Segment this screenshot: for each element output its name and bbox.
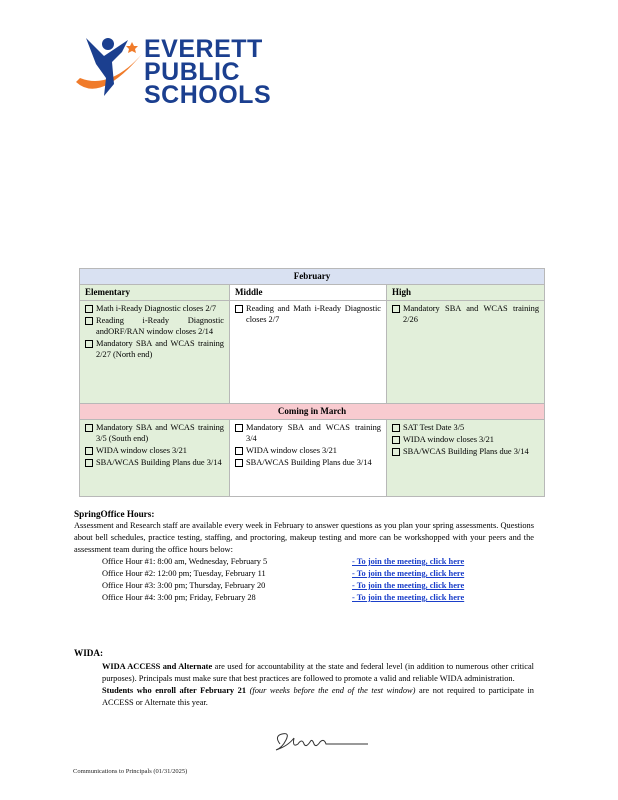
- checkbox-icon: [85, 317, 93, 325]
- checkbox-icon: [235, 447, 243, 455]
- checkbox-icon: [392, 424, 400, 432]
- checkbox-icon: [85, 447, 93, 455]
- checkbox-icon: [235, 305, 243, 313]
- meeting-link-1[interactable]: - To join the meeting, click here: [352, 557, 465, 566]
- everett-public-schools-logo: [70, 34, 272, 114]
- office-hour-1: Office Hour #1: 8:00 am, Wednesday, February 5 - To join the meeting, click here: [74, 556, 534, 568]
- list-item: Mandatory SBA and WCAS training 3/4: [235, 422, 381, 444]
- bullet-icon: [74, 592, 102, 604]
- meeting-link-4[interactable]: - To join the meeting, click here: [352, 593, 465, 602]
- list-item: SBA/WCAS Building Plans due 3/14: [392, 446, 539, 457]
- list-item: SBA/WCAS Building Plans due 3/14: [235, 457, 381, 468]
- list-item: WIDA window closes 3/21: [235, 445, 381, 456]
- bullet-icon: [74, 580, 102, 592]
- bullet-icon: [74, 685, 102, 709]
- spring-office-hours-title: SpringOffice Hours:: [74, 509, 155, 519]
- office-hour-4: Office Hour #4: 3:00 pm; Friday, February 28 - To join the meeting, click here: [74, 592, 534, 604]
- bullet-icon: [74, 661, 102, 685]
- assessment-calendar-table: [79, 268, 545, 497]
- list-item: SBA/WCAS Building Plans due 3/14: [85, 457, 224, 468]
- level-high: High: [387, 285, 545, 301]
- logo-figure-icon: [70, 34, 150, 114]
- list-item: Mandatory SBA and WCAS training 3/5 (South end): [85, 422, 224, 444]
- feb-high-cell: [387, 301, 545, 404]
- wida-title: WIDA:: [74, 648, 104, 658]
- meeting-link-3[interactable]: - To join the meeting, click here: [352, 581, 465, 590]
- feb-middle-cell: [230, 301, 387, 404]
- checkbox-icon: [392, 436, 400, 444]
- spring-office-hours-section: [74, 508, 534, 604]
- checkbox-icon: [392, 305, 400, 313]
- logo-line-1: EVERETT: [144, 35, 263, 63]
- list-item: Reading i-Ready Diagnostic andORF/RAN window closes 2/14: [85, 315, 224, 337]
- checkbox-icon: [85, 340, 93, 348]
- signature-icon: [268, 726, 378, 756]
- checkbox-icon: [235, 459, 243, 467]
- feb-elementary-cell: [80, 301, 230, 404]
- march-header: Coming in March: [80, 404, 545, 420]
- mar-middle-cell: [230, 420, 387, 497]
- bullet-icon: [74, 568, 102, 580]
- list-item: Math i-Ready Diagnostic closes 2/7: [85, 303, 224, 314]
- level-middle: Middle: [230, 285, 387, 301]
- checkbox-icon: [392, 448, 400, 456]
- logo-line-3: SCHOOLS: [144, 81, 272, 109]
- spring-office-hours-paragraph: Assessment and Research staff are available every week in February to answer questions as you plan your spring assessments. Questions about bell schedules, practice testing, staffing, and proctoring, makeup testing and more can be workshopped with your peers and the assessment team during the office hours below:: [74, 521, 534, 554]
- list-item: Mandatory SBA and WCAS training 2/27 (North end): [85, 338, 224, 360]
- checkbox-icon: [235, 424, 243, 432]
- wida-section: [74, 647, 534, 709]
- bullet-icon: [74, 556, 102, 568]
- wida-bullet-2: Students who enroll after February 21 (four weeks before the end of the test window) are not required to participate in ACCESS or Alternate this year.: [74, 685, 534, 709]
- list-item: WIDA window closes 3/21: [85, 445, 224, 456]
- office-hour-3: Office Hour #3: 3:00 pm; Thursday, February 20 - To join the meeting, click here: [74, 580, 534, 592]
- logo-line-2: PUBLIC: [144, 58, 241, 86]
- footer-text: Communications to Principals (01/31/2025): [73, 768, 188, 775]
- list-item: Mandatory SBA and WCAS training 2/26: [392, 303, 539, 325]
- checkbox-icon: [85, 459, 93, 467]
- checkbox-icon: [85, 424, 93, 432]
- mar-high-cell: [387, 420, 545, 497]
- checkbox-icon: [85, 305, 93, 313]
- mar-elementary-cell: [80, 420, 230, 497]
- office-hour-2: Office Hour #2: 12:00 pm; Tuesday, February 11 - To join the meeting, click here: [74, 568, 534, 580]
- february-header: February: [80, 269, 545, 285]
- wida-bullet-1: WIDA ACCESS and Alternate are used for accountability at the state and federal level (in addition to numerous other critical purposes). Principals must make sure that best practices are followed to promote a valid and reliable WIDA administration.: [74, 661, 534, 685]
- list-item: Reading and Math i-Ready Diagnostic closes 2/7: [235, 303, 381, 325]
- list-item: SAT Test Date 3/5: [392, 422, 539, 433]
- level-elementary: Elementary: [80, 285, 230, 301]
- meeting-link-2[interactable]: - To join the meeting, click here: [352, 569, 465, 578]
- list-item: WIDA window closes 3/21: [392, 434, 539, 445]
